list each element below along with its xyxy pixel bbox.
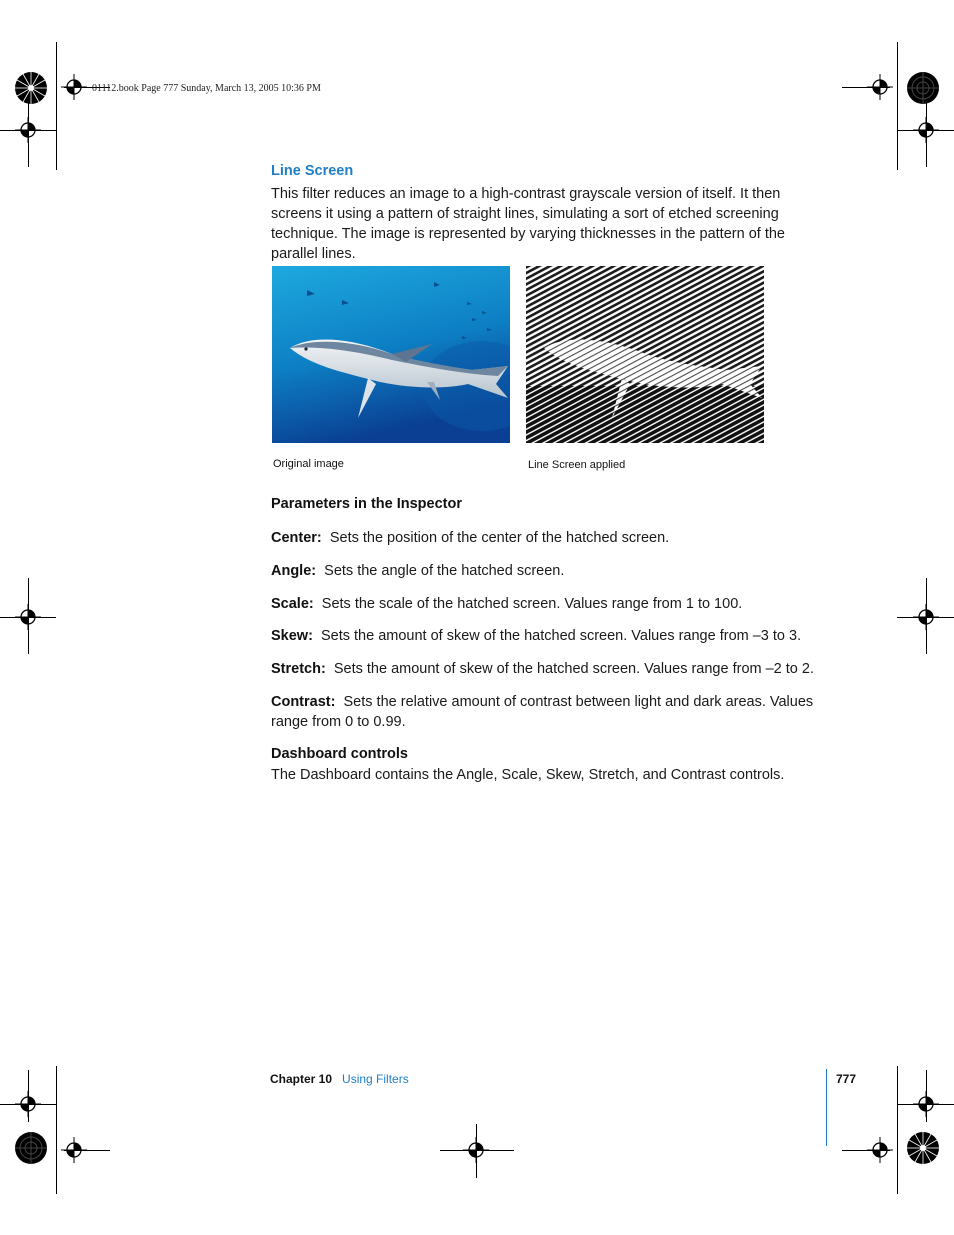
star-target-icon [14, 71, 48, 105]
param-skew [271, 626, 831, 646]
param-desc: Sets the relative amount of contrast between light and dark areas. Values range from 0 to 0.99. [271, 694, 814, 730]
star-target-icon [14, 1131, 48, 1165]
registration-target-icon [15, 604, 41, 630]
param-desc: Sets the position of the center of the hatched screen. [329, 530, 670, 546]
footer-chapter [270, 1072, 409, 1086]
chapter-label: Chapter 10 [270, 1072, 333, 1086]
param-name: Scale: [271, 596, 314, 612]
param-name: Stretch: [271, 661, 326, 677]
crop-mark [56, 1066, 57, 1194]
param-desc: Sets the amount of skew of the hatched screen. Values range from –3 to 3. [320, 628, 802, 644]
param-name: Skew: [271, 628, 313, 644]
param-stretch [271, 659, 831, 679]
original-image [272, 266, 510, 443]
param-name: Angle: [271, 563, 317, 579]
inspector-heading: Parameters in the Inspector [271, 496, 462, 512]
star-target-icon [906, 71, 940, 105]
line-screen-caption: Line Screen applied [528, 459, 626, 471]
param-angle [271, 561, 831, 581]
registration-target-icon [867, 74, 893, 100]
param-desc: Sets the angle of the hatched screen. [324, 563, 565, 579]
star-target-icon [906, 1131, 940, 1165]
registration-target-icon [867, 1137, 893, 1163]
intro-paragraph: This filter reduces an image to a high-contrast grayscale version of itself. It then screens it using a pattern of straight lines, simulating a sort of etched screening technique. The image is represented by varying thicknesses in the pattern of the parallel lines. [271, 186, 785, 262]
page-number-rule [826, 1069, 827, 1146]
param-desc: Sets the amount of skew of the hatched screen. Values range from –2 to 2. [333, 661, 814, 677]
section-title: Line Screen [271, 163, 354, 179]
registration-target-icon [61, 1137, 87, 1163]
page-number: 777 [836, 1072, 857, 1086]
registration-target-icon [913, 1091, 939, 1117]
param-name: Center: [271, 530, 322, 546]
dashboard-heading: Dashboard controls [271, 746, 408, 762]
param-name: Contrast: [271, 694, 336, 710]
registration-target-icon [15, 117, 41, 143]
chapter-title-link[interactable]: Using Filters [342, 1072, 409, 1086]
param-desc: Sets the scale of the hatched screen. Values range from 1 to 100. [321, 596, 743, 612]
crop-mark [897, 42, 898, 170]
registration-target-icon [913, 117, 939, 143]
registration-target-icon [61, 74, 87, 100]
crop-mark [56, 42, 57, 170]
registration-target-icon [15, 1091, 41, 1117]
original-image-caption: Original image [273, 458, 344, 470]
dashboard-text: The Dashboard contains the Angle, Scale, Skew, Stretch, and Contrast controls. [271, 767, 785, 783]
registration-target-icon [463, 1137, 489, 1163]
param-scale [271, 594, 831, 614]
crop-mark [897, 1066, 898, 1194]
param-center [271, 528, 831, 548]
print-slug: 01112.book Page 777 Sunday, March 13, 2005 10:36 PM [92, 83, 321, 94]
param-contrast [271, 692, 831, 732]
line-screen-image [526, 266, 764, 443]
registration-target-icon [913, 604, 939, 630]
